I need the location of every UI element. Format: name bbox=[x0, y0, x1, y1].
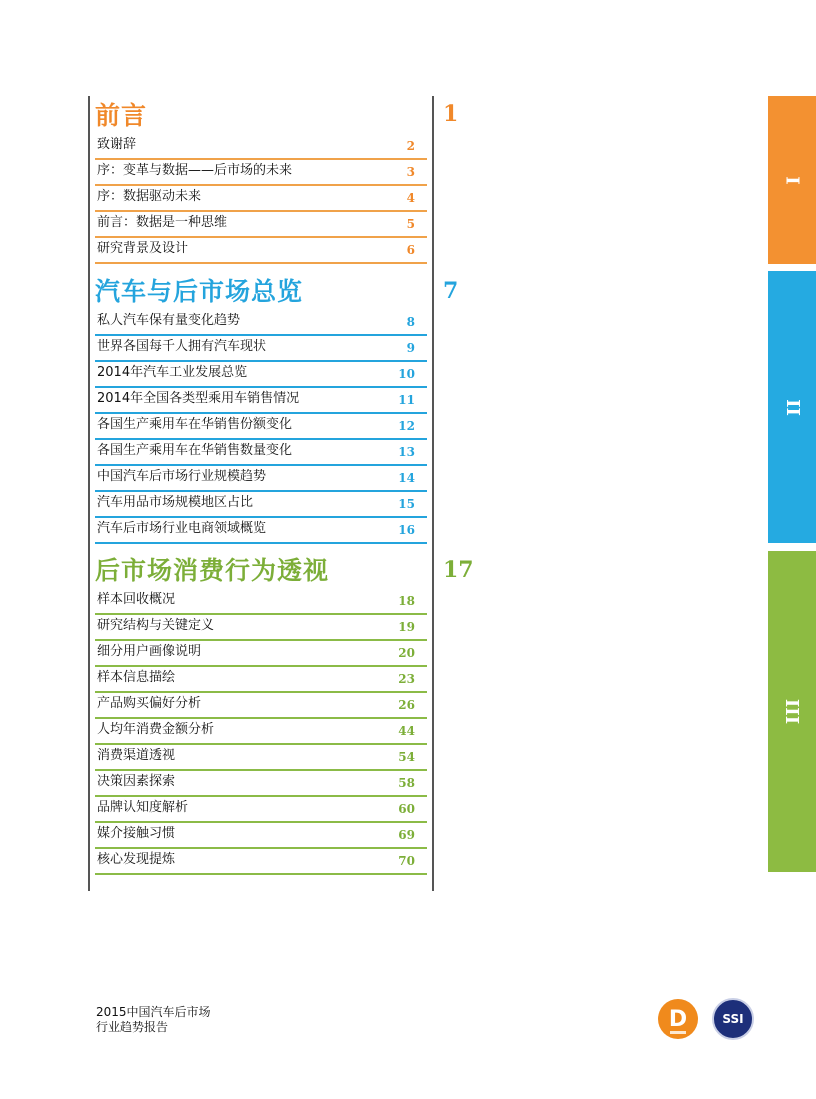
toc-item-page: 58 bbox=[398, 776, 415, 790]
toc-item-label: 核心发现提炼 bbox=[97, 852, 176, 867]
toc-item-page: 6 bbox=[406, 243, 415, 257]
toc-item[interactable] bbox=[95, 310, 427, 336]
toc-item-label: 2014年汽车工业发展总览 bbox=[97, 365, 248, 380]
toc-item[interactable] bbox=[95, 440, 427, 466]
toc-item-label: 样本信息描绘 bbox=[97, 670, 176, 685]
toc-item-label: 汽车后市场行业电商领域概览 bbox=[97, 521, 267, 536]
toc-item-page: 18 bbox=[398, 594, 415, 608]
toc-item[interactable] bbox=[95, 336, 427, 362]
toc-item[interactable] bbox=[95, 186, 427, 212]
d-logo-icon bbox=[658, 999, 698, 1039]
toc-item-label: 研究背景及设计 bbox=[97, 241, 189, 256]
toc-item-page: 2 bbox=[406, 139, 415, 153]
toc-item-page: 54 bbox=[398, 750, 415, 764]
toc-item[interactable] bbox=[95, 238, 427, 264]
toc-item-page: 70 bbox=[398, 854, 415, 868]
report-title-line2: 行业趋势报告 bbox=[96, 1020, 169, 1034]
toc-item-label: 品牌认知度解析 bbox=[97, 800, 189, 815]
section-preface bbox=[95, 98, 427, 264]
toc-item-label: 序：数据驱动未来 bbox=[97, 189, 202, 204]
toc-item[interactable] bbox=[95, 518, 427, 544]
section-title: 前言 bbox=[95, 101, 148, 130]
toc-item[interactable] bbox=[95, 719, 427, 745]
toc-item-label: 消费渠道透视 bbox=[97, 748, 176, 763]
section-consumer-behavior bbox=[95, 553, 427, 875]
toc-item-page: 5 bbox=[406, 217, 415, 231]
toc-item[interactable] bbox=[95, 823, 427, 849]
section-page-number: 17 bbox=[443, 557, 474, 583]
toc-item-label: 世界各国每千人拥有汽车现状 bbox=[97, 339, 267, 354]
toc-item-label: 各国生产乘用车在华销售数量变化 bbox=[97, 443, 293, 458]
section-title: 汽车与后市场总览 bbox=[95, 277, 304, 306]
toc-item-label: 致谢辞 bbox=[97, 137, 137, 152]
section-title: 后市场消费行为透视 bbox=[95, 556, 330, 585]
toc-item[interactable] bbox=[95, 771, 427, 797]
toc-item-label: 汽车用品市场规模地区占比 bbox=[97, 495, 254, 510]
section-page-number: 1 bbox=[443, 101, 459, 127]
toc-item-page: 69 bbox=[398, 828, 415, 842]
report-title-line1: 2015中国汽车后市场 bbox=[96, 1005, 211, 1019]
toc-item-label: 各国生产乘用车在华销售份额变化 bbox=[97, 417, 293, 432]
section-overview bbox=[95, 274, 427, 544]
toc-item-page: 16 bbox=[398, 523, 415, 537]
toc-item-label: 私人汽车保有量变化趋势 bbox=[97, 313, 241, 328]
d-logo-letter: D bbox=[668, 1006, 688, 1032]
toc-item-label: 2014年全国各类型乘用车销售情况 bbox=[97, 391, 300, 406]
toc-item[interactable] bbox=[95, 615, 427, 641]
toc-item-page: 11 bbox=[398, 393, 415, 407]
toc-item-page: 14 bbox=[398, 471, 415, 485]
toc-item-label: 研究结构与关键定义 bbox=[97, 618, 215, 633]
toc-item-label: 细分用户画像说明 bbox=[97, 644, 202, 659]
toc-item[interactable] bbox=[95, 414, 427, 440]
toc-item-label: 人均年消费金额分析 bbox=[97, 722, 215, 737]
section-tab-1[interactable] bbox=[768, 96, 816, 264]
toc-item-page: 3 bbox=[406, 165, 415, 179]
toc-item[interactable] bbox=[95, 466, 427, 492]
toc-item-label: 决策因素探索 bbox=[97, 774, 176, 789]
toc-item[interactable] bbox=[95, 667, 427, 693]
toc-item[interactable] bbox=[95, 693, 427, 719]
toc-item[interactable] bbox=[95, 212, 427, 238]
toc-item[interactable] bbox=[95, 388, 427, 414]
toc-item[interactable] bbox=[95, 589, 427, 615]
tab-label: II bbox=[781, 398, 803, 416]
toc-item-label: 序：变革与数据——后市场的未来 bbox=[97, 163, 293, 178]
right-rule bbox=[432, 96, 434, 891]
toc-item-label: 媒介接触习惯 bbox=[97, 826, 176, 841]
toc-item-label: 产品购买偏好分析 bbox=[97, 696, 202, 711]
toc-item-page: 60 bbox=[398, 802, 415, 816]
toc-item-page: 23 bbox=[398, 672, 415, 686]
tab-label: III bbox=[781, 698, 803, 725]
section-page-number: 7 bbox=[443, 278, 459, 304]
toc-item-page: 15 bbox=[398, 497, 415, 511]
section-tab-3[interactable] bbox=[768, 551, 816, 872]
left-rule bbox=[88, 96, 90, 891]
toc-item-label: 样本回收概况 bbox=[97, 592, 176, 607]
toc-item-page: 9 bbox=[406, 341, 415, 355]
toc-item-page: 26 bbox=[398, 698, 415, 712]
toc-item[interactable] bbox=[95, 492, 427, 518]
toc-item-label: 前言：数据是一种思维 bbox=[97, 215, 228, 230]
toc-item-page: 8 bbox=[406, 315, 415, 329]
toc-item-page: 10 bbox=[398, 367, 415, 381]
toc-item-page: 19 bbox=[398, 620, 415, 634]
tab-label: I bbox=[781, 175, 803, 185]
toc-item-page: 12 bbox=[398, 419, 415, 433]
toc-item[interactable] bbox=[95, 745, 427, 771]
ssi-logo-icon bbox=[712, 998, 754, 1040]
toc-item[interactable] bbox=[95, 134, 427, 160]
toc-item[interactable] bbox=[95, 160, 427, 186]
toc-item-page: 13 bbox=[398, 445, 415, 459]
report-title bbox=[96, 1005, 211, 1035]
toc-item-page: 20 bbox=[398, 646, 415, 660]
toc-item[interactable] bbox=[95, 849, 427, 875]
toc-item-label: 中国汽车后市场行业规模趋势 bbox=[97, 469, 267, 484]
toc-item[interactable] bbox=[95, 362, 427, 388]
toc-item-page: 44 bbox=[398, 724, 415, 738]
ssi-logo-text: SSI bbox=[722, 1012, 744, 1026]
toc-item-page: 4 bbox=[406, 191, 415, 205]
toc-list bbox=[95, 134, 427, 264]
toc-item[interactable] bbox=[95, 797, 427, 823]
toc-list bbox=[95, 589, 427, 875]
section-tab-2[interactable] bbox=[768, 271, 816, 543]
toc-list bbox=[95, 310, 427, 544]
toc-item[interactable] bbox=[95, 641, 427, 667]
